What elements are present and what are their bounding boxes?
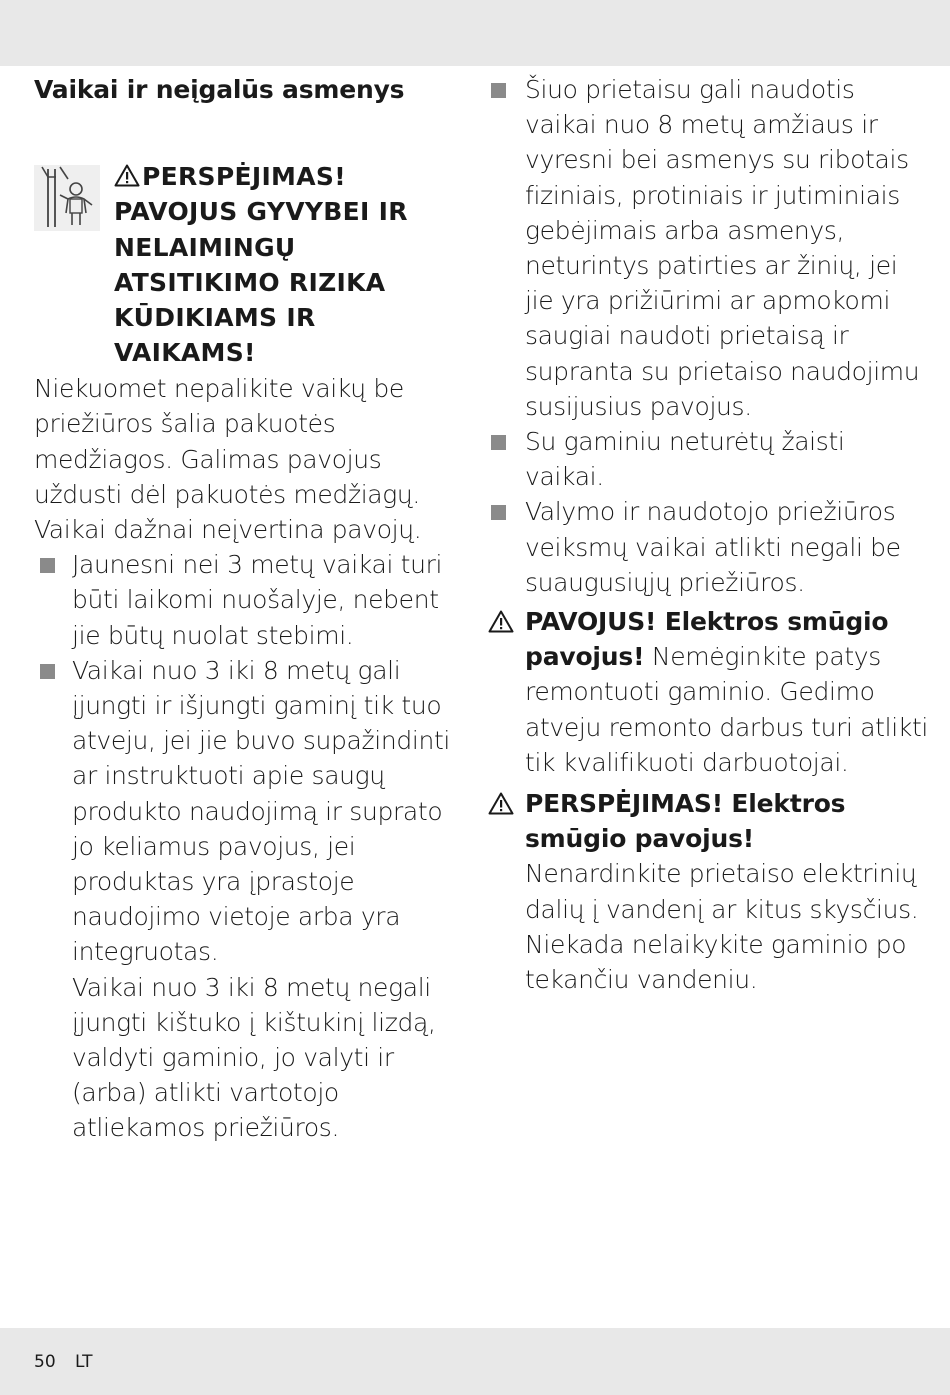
- list-item: [488, 424, 928, 494]
- square-bullet-icon: [491, 505, 506, 520]
- alert-heading: PAVOJUS! Elektros smūgio pavojus!: [525, 607, 889, 672]
- child-warning-text: PERSPĖJIMAS! PAVOJUS GYVYBEI IR NELAIMINGŲ ATSITIKIMO RIZIKA KŪDIKIAMS IR VAIKAMS!: [114, 162, 408, 368]
- child-warning-heading: [114, 159, 464, 370]
- language-code: LT: [75, 1352, 93, 1372]
- list-item-continuation: Vaikai nuo 3 iki 8 metų negali įjungti kištuko į kištukinį lizdą, valdyti gaminio, jo valyti ir (arba) atlikti vartotojo atliekamos priežiūros.: [72, 972, 436, 1143]
- warning-triangle-icon: [488, 610, 514, 633]
- right-bullet-list: [488, 72, 928, 600]
- list-item-text: Jaunesni nei 3 metų vaikai turi būti laikomi nuošalyje, nebent jie būtų nuolat stebimi.: [72, 550, 443, 650]
- bottom-band: [0, 1328, 950, 1395]
- square-bullet-icon: [491, 83, 506, 98]
- page-number: 50: [34, 1352, 56, 1372]
- list-item-text: Valymo ir naudotojo priežiūros veiksmų vaikai atlikti negali be suaugusiųjų priežiūros.: [525, 497, 901, 597]
- square-bullet-icon: [40, 664, 55, 679]
- left-column: [34, 72, 464, 1146]
- top-band: [0, 0, 950, 66]
- alert-text: Nemėginkite patys remontuoti gaminio. Gedimo atveju remonto darbus turi atlikti tik kvalifikuoti darbuotojai.: [525, 642, 928, 777]
- child-warning-block: [34, 113, 464, 371]
- list-item-text: Su gaminiu neturėtų žaisti vaikai.: [525, 427, 845, 492]
- list-item: [34, 547, 464, 653]
- page-footer: [34, 1352, 107, 1372]
- alert-text: Nenardinkite prietaiso elektrinių dalių į vandenį ar kitus skysčius. Niekada nelaikykite gaminio po tekančiu vandeniu.: [525, 859, 919, 995]
- list-item-text: Šiuo prietaisu gali naudotis vaikai nuo 8 metų amžiaus ir vyresni bei asmenys su ribotais fiziniais, protiniais ir jutiminiais gebėjimais arba asmenys, neturintys patirties ar žinių, jei jie yra prižiūrimi ar apmokomi saugiai naudoti prietaisą ir supranta su prietaiso naudojimu susijusius pavojus.: [525, 75, 920, 421]
- intro-paragraph: Niekuomet nepalikite vaikų be priežiūros šalia pakuotės medžiagos. Galimas pavojus uždusti dėl pakuotės medžiagų. Vaikai dažnai neįvertina pavojų.: [34, 374, 422, 545]
- electric-shock-danger: [488, 604, 928, 780]
- warning-triangle-icon: [488, 792, 514, 815]
- list-item: [488, 72, 928, 424]
- alert-heading: PERSPĖJIMAS! Elektros smūgio pavojus!: [525, 789, 846, 854]
- child-safety-icon: [34, 165, 100, 231]
- left-bullet-list: [34, 547, 464, 1145]
- square-bullet-icon: [491, 435, 506, 450]
- right-column: [488, 72, 928, 997]
- section-title: Vaikai ir neįgalūs asmenys: [34, 75, 405, 104]
- list-item-text: Vaikai nuo 3 iki 8 metų gali įjungti ir išjungti gaminį tik tuo atveju, jei jie buvo supažindinti ar instruktuoti apie saugų produkto naudojimą ir suprato jo keliamus pavojus, jei produktas yra įprastoje naudojimo vietoje arba yra integruotas.: [72, 655, 451, 967]
- warning-triangle-icon: [114, 164, 140, 187]
- electric-shock-warning: [488, 786, 928, 997]
- list-item: [34, 653, 464, 1146]
- list-item: [488, 494, 928, 600]
- square-bullet-icon: [40, 558, 55, 573]
